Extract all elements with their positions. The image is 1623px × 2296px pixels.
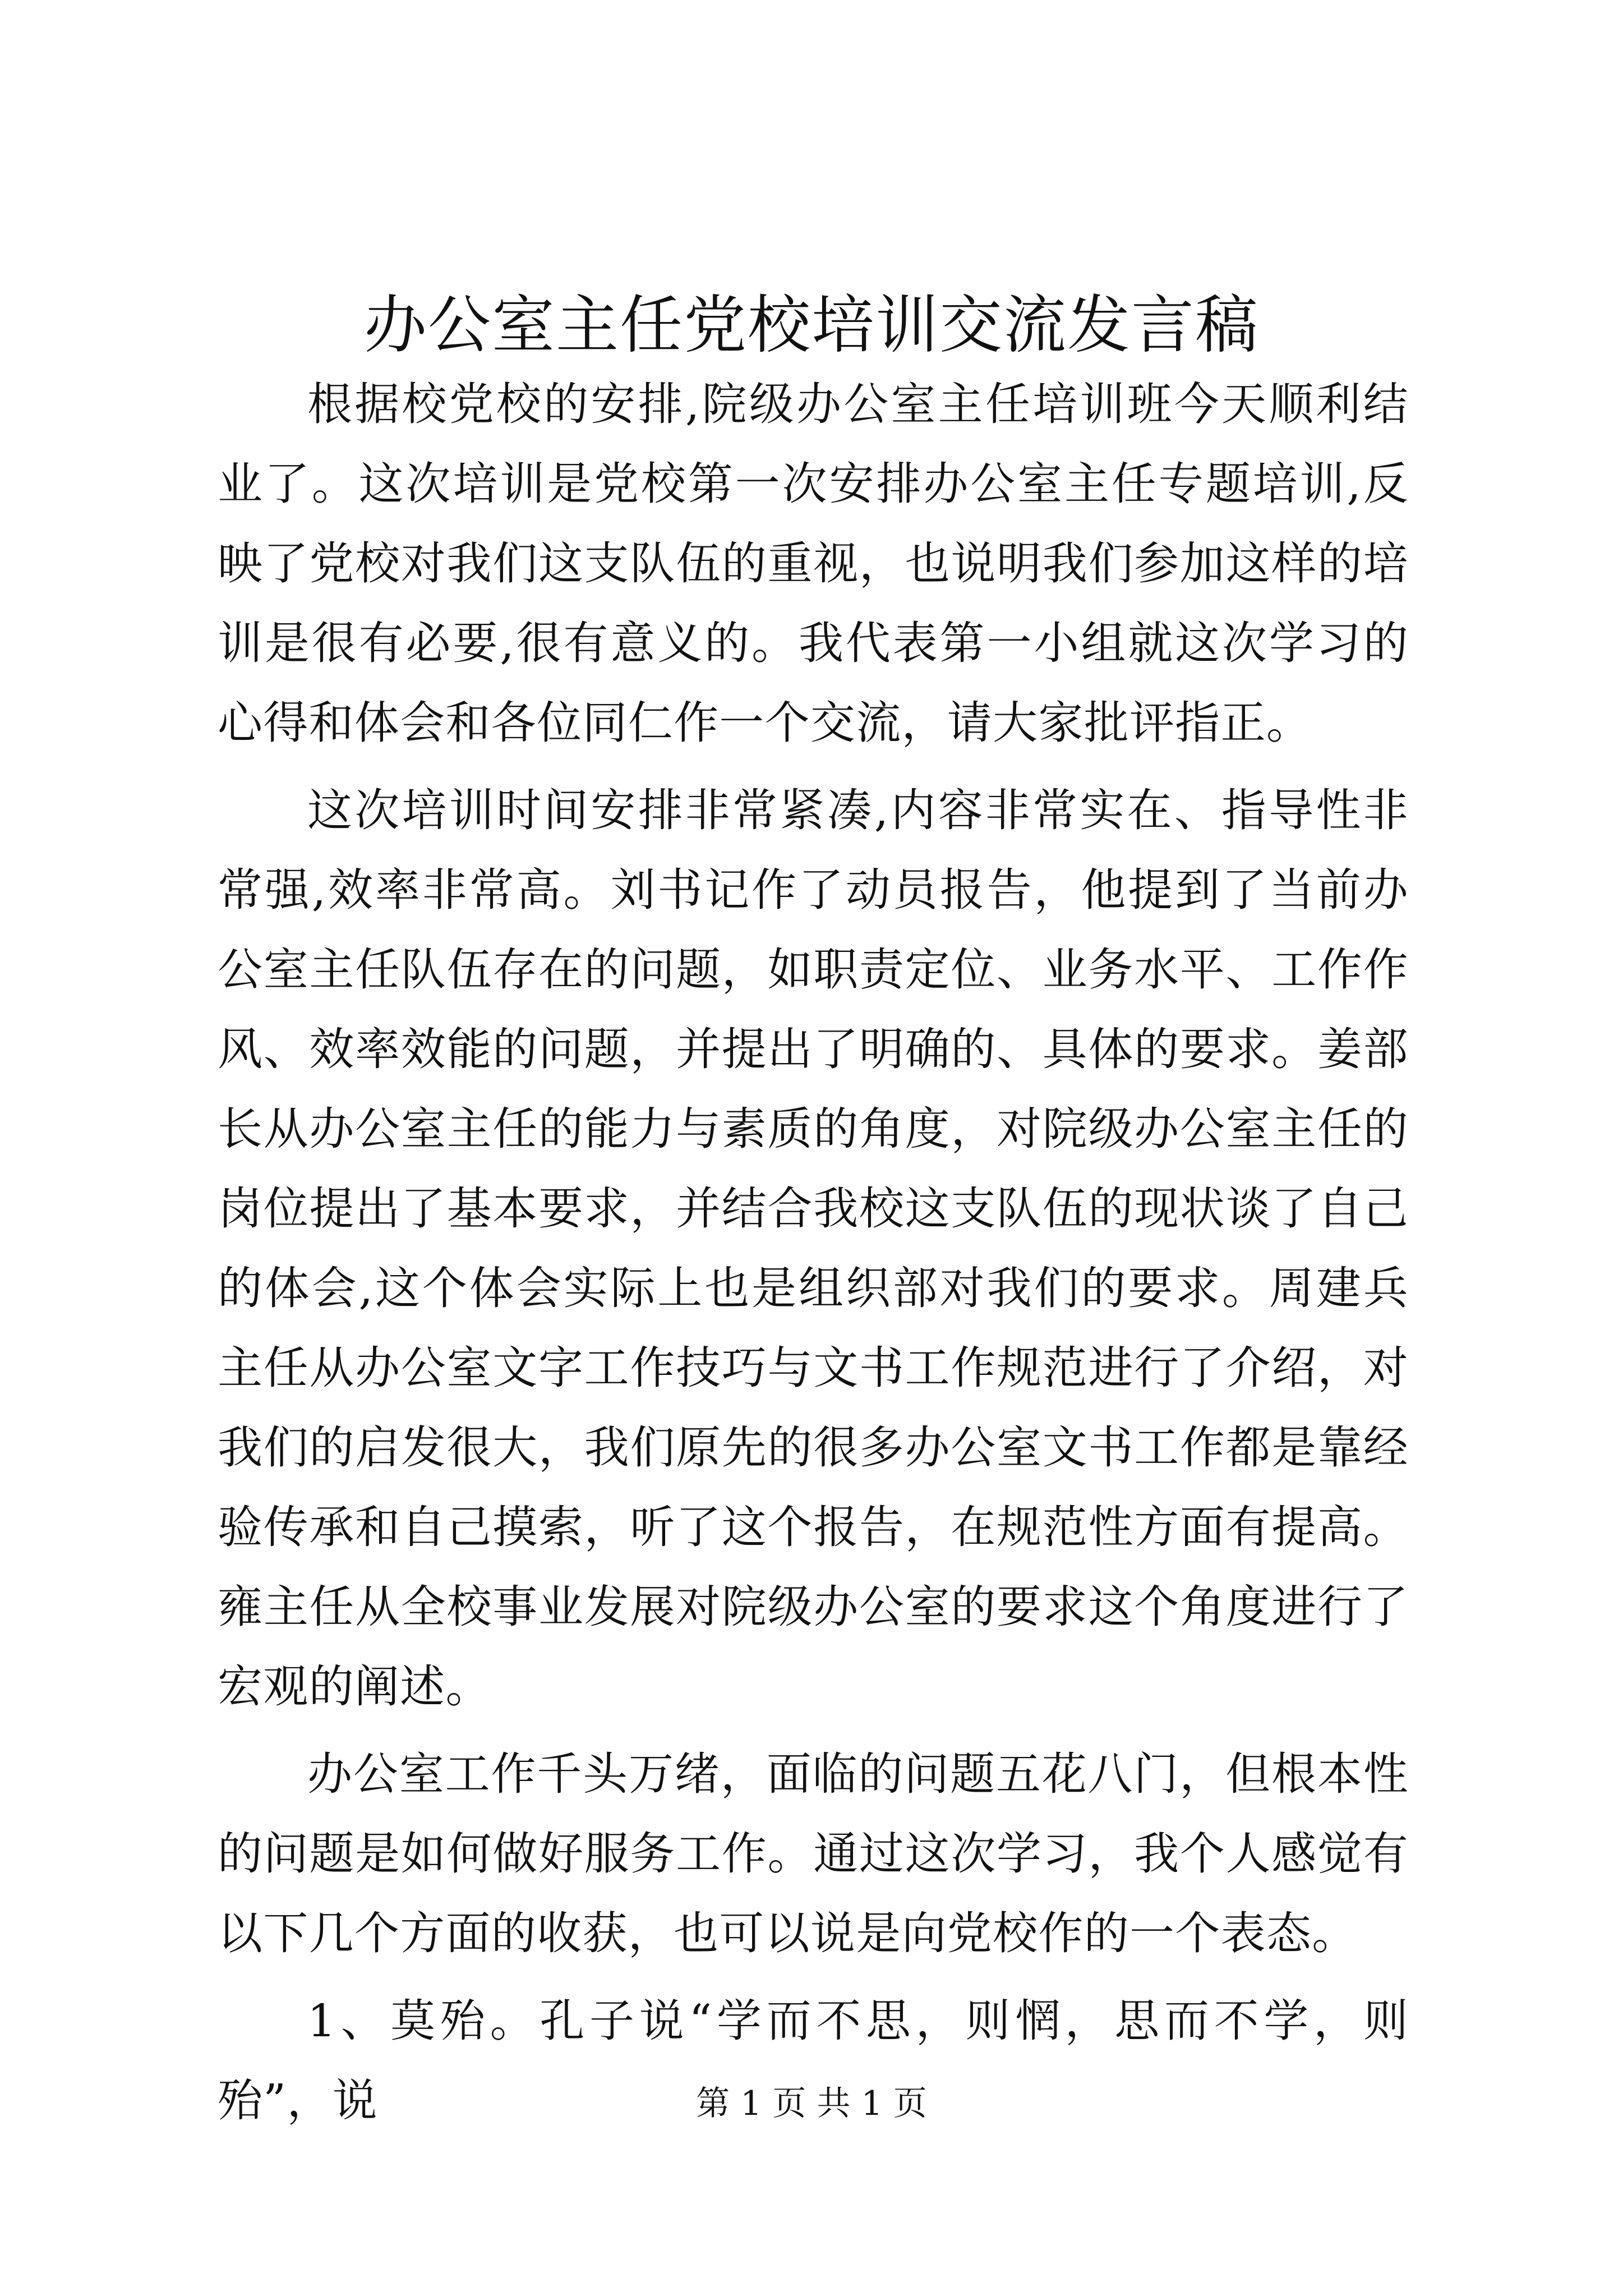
- document-title: 办公室主任党校培训交流发言稿: [364, 289, 1259, 362]
- page-footer: 第 1 页 共 1 页: [696, 2084, 927, 2123]
- document-body: [218, 365, 1409, 2148]
- paragraph: 1、莫殆。孔子说“学而不思，则惘，思而不学，则殆”，说: [218, 1995, 1409, 2127]
- paragraph: 办公室工作千头万绪，面临的问题五花八门，但根本性的问题是如何做好服务工作。通过这次学习，我个人感觉有以下几个方面的收获，也可以说是向党校作的一个表态。: [218, 1748, 1409, 1959]
- paragraph: 这次培训时间安排非常紧凑,内容非常实在、指导性非常强,效率非常高。刘书记作了动员报告，他提到了当前办公室主任队伍存在的问题，如职责定位、业务水平、工作作风、效率效能的问题，并提出了明确的、具体的要求。姜部长从办公室主任的能力与素质的角度，对院级办公室主任的岗位提出了基本要求，并结合我校这支队伍的现状谈了自己的体会,这个体会实际上也是组织部对我们的要求。周建兵主任从办公室文字工作技巧与文书工作规范进行了介绍，对我们的启发很大，我们原先的很多办公室文书工作都是靠经验传承和自己摸索，听了这个报告，在规范性方面有提高。雍主任从全校事业发展对院级办公室的要求这个角度进行了宏观的阐述。: [218, 784, 1409, 1713]
- paragraph: 根据校党校的安排,院级办公室主任培训班今天顺利结业了。这次培训是党校第一次安排办公室主任专题培训,反映了党校对我们这支队伍的重视，也说明我们参加这样的培训是很有必要,很有意义的。我代表第一小组就这次学习的心得和体会和各位同仁作一个交流，请大家批评指正。: [218, 378, 1409, 749]
